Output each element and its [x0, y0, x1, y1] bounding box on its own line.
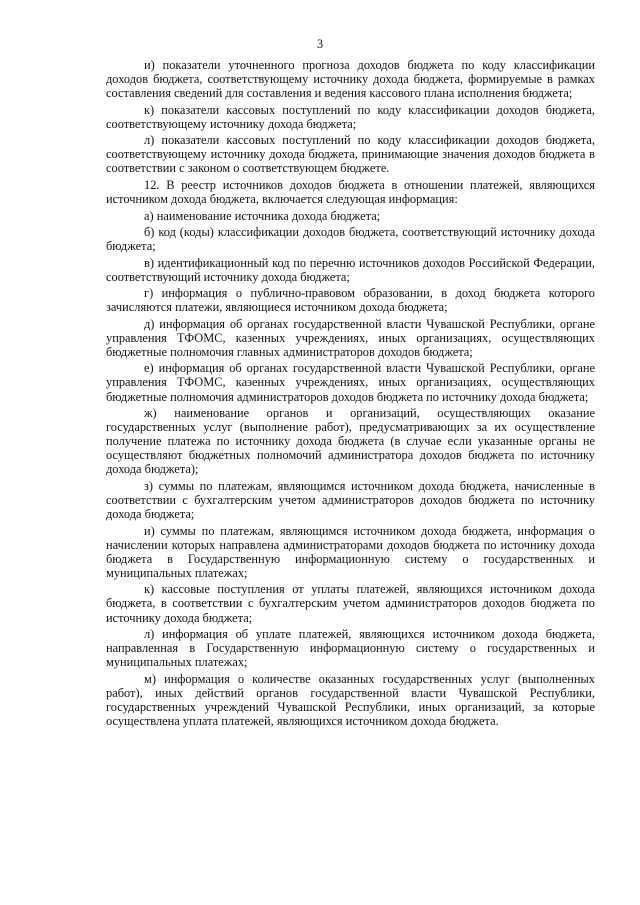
- document-body: [106, 58, 595, 730]
- paragraph-item-b: б) код (коды) классификации доходов бюджета, соответствующий источнику дохода бюджета;: [106, 224, 595, 254]
- paragraph-item-v: в) идентификационный код по перечню источников доходов Российской Федерации, соответствующий источнику дохода бюджета;: [106, 255, 595, 284]
- paragraph-item-l: л) информация об уплате платежей, являющихся источником дохода бюджета, направленная в Государственную информационную систему о государственных и муниципальных платежах;: [106, 627, 595, 670]
- paragraph-item-i-forecast: и) показатели уточненного прогноза доходов бюджета по коду классификации доходов бюджета, соответствующему источнику дохода бюджета, формируемые в рамках составления сведений для составления и ведения кассового плана исполнения бюджета;: [106, 58, 595, 101]
- paragraph-item-m: м) информация о количестве оказанных государственных услуг (выполненных работ), иных действий органов государственной власти Чувашской Республики, государственных учреждений Чувашской Республики, иных организаций, за которые осуществлена уплата платежей, являющихся источником дохода бюджета.: [106, 671, 595, 728]
- paragraph-item-d: д) информация об органах государственной власти Чувашской Республики, органе управления ТФОМС, казенных учреждениях, иных организациях, осуществляющих бюджетные полномочия главных администраторов доходов бюджета;: [106, 316, 595, 359]
- paragraph-section-12: 12. В реестр источников доходов бюджета в отношении платежей, являющихся источником дохода бюджета, включается следующая информация:: [106, 177, 595, 207]
- paragraph-item-k-cash-receipts: к) показатели кассовых поступлений по коду классификации доходов бюджета, соответствующему источнику дохода бюджета;: [106, 102, 595, 131]
- paragraph-item-k: к) кассовые поступления от уплаты платежей, являющихся источником дохода бюджета, в соответствии с бухгалтерским учетом администраторов доходов бюджета по источнику дохода бюджета;: [106, 582, 595, 625]
- paragraph-item-i: и) суммы по платежам, являющимся источником дохода бюджета, информация о начислении которых направлена администраторами доходов бюджета по источнику дохода бюджета в Государственную информационную систему о государственных и муниципальных платежах;: [106, 523, 595, 580]
- paragraph-item-g: г) информация о публично-правовом образовании, в доход бюджета которого зачисляются платежи, являющиеся источником дохода бюджета;: [106, 286, 595, 315]
- paragraph-item-a: а) наименование источника дохода бюджета;: [144, 208, 381, 223]
- paragraph-item-e: е) информация об органах государственной власти Чувашской Республики, органе управления ТФОМС, казенных учреждениях, иных организациях, осуществляющих бюджетные полномочия администраторов доходов бюджета по источнику дохода бюджета;: [106, 361, 595, 404]
- page-number: 3: [316, 37, 324, 51]
- paragraph-item-zh: ж) наименование органов и организаций, осуществляющих оказание государственных услуг (выполнение работ), предусматривающих за их осуществление получение платежа по источнику дохода бюджета (в случае если указанные органы не осуществляют бюджетных полномочий администратора доходов бюджета по источнику дохода бюджета);: [106, 406, 595, 477]
- paragraph-item-l-cash-receipts-law: л) показатели кассовых поступлений по коду классификации доходов бюджета, соответствующему источнику дохода бюджета, принимающие значения доходов бюджета в соответствии с законом о соответствующем бюджете.: [106, 133, 595, 176]
- paragraph-item-z: з) суммы по платежам, являющимся источником дохода бюджета, начисленные в соответствии с бухгалтерским учетом администраторов доходов бюджета по источнику дохода бюджета;: [106, 478, 595, 522]
